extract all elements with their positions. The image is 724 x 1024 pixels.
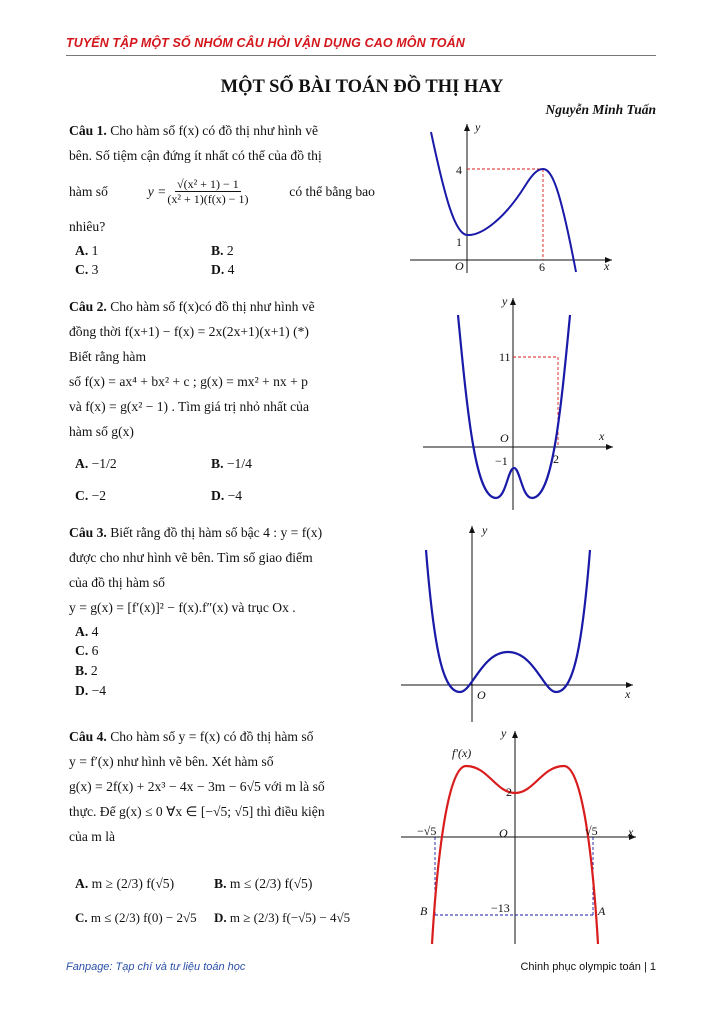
- q1-line4: nhiêu?: [69, 219, 106, 234]
- q3-option-a: A. 4: [75, 624, 99, 639]
- q4-option-a: A. m ≥ (2/3) f(√5): [75, 876, 175, 891]
- q4-point-a: A: [598, 904, 606, 918]
- question-2: [69, 294, 375, 444]
- q2-x-label: x: [599, 429, 605, 443]
- q1-tick-1: 1: [456, 235, 462, 249]
- q1-line3b: có thể bằng bao: [289, 183, 375, 199]
- q4-tick-minus-sqrt5: −√5: [417, 824, 437, 838]
- q3-label: Câu 3.: [69, 525, 107, 540]
- page-header: TUYỂN TẬP MỘT SỐ NHÓM CÂU HỎI VẬN DỤNG CAO MÔN TOÁN: [66, 36, 465, 50]
- q3-option-c: C. 6: [75, 643, 99, 658]
- q1-option-b: B. 2: [211, 243, 234, 258]
- q3-line3d: hàm: [126, 575, 150, 590]
- q4-y-arrow: [512, 731, 518, 738]
- q2-option-b: B. −1/4: [211, 456, 252, 471]
- q2-line3a: Biết: [69, 349, 92, 364]
- q3-x-label: x: [625, 687, 631, 701]
- q1-curve: [431, 132, 576, 272]
- q4-x-label: x: [628, 825, 634, 839]
- q4-line5: của m là: [69, 829, 116, 844]
- q3-line3c: thị: [108, 575, 123, 590]
- q3-line4: y = g(x) = [f′(x)]² − f(x).f″(x) và trục Ox .: [69, 600, 296, 615]
- q1-y-eq: y =: [147, 183, 167, 199]
- q2-line2: đồng thời f(x+1) − f(x) = 2x(2x+1)(x+1) (*): [69, 324, 309, 339]
- q2-origin-label: O: [500, 431, 509, 445]
- q1-line3a: hàm số: [69, 183, 108, 199]
- header-divider: [66, 55, 656, 56]
- footer-fanpage: Fanpage: Tạp chí và tư liệu toán học: [66, 961, 246, 973]
- q1-line2: bên. Số tiệm cận đứng ít nhất có thể của đồ thị: [69, 148, 322, 163]
- q4-origin-label: O: [499, 826, 508, 840]
- q3-line3e: số: [152, 575, 165, 590]
- q2-line4: số f(x) = ax⁴ + bx² + c ; g(x) = mx² + nx + p: [69, 374, 308, 389]
- q4-fprime-label: f′(x): [452, 746, 472, 760]
- q1-frac-num: √(x² + 1) − 1: [177, 176, 239, 191]
- q1-option-d: D. 4: [211, 262, 235, 277]
- q3-y-arrow: [469, 526, 475, 533]
- q3-line2: được cho như hình vẽ bên. Tìm số giao điểm: [69, 550, 313, 565]
- q4-tick-minus13: −13: [491, 901, 510, 915]
- q1-frac-den: (x² + 1)(f(x) − 1): [167, 191, 249, 206]
- q2-line3b: rằng: [95, 349, 120, 364]
- q1-label: Câu 1.: [69, 123, 107, 138]
- q1-option-c: C. 3: [75, 262, 99, 277]
- q4-line4: thực. Để g(x) ≤ 0 ∀x ∈ [−√5; √5] thì điều kiện: [69, 804, 325, 819]
- q4-option-c: C. m ≤ (2/3) f(0) − 2√5: [75, 910, 197, 925]
- q4-tick-2: 2: [506, 785, 512, 799]
- q4-option-d: D. m ≥ (2/3) f(−√5) − 4√5: [214, 910, 351, 925]
- q2-option-a: A. −1/2: [75, 456, 117, 471]
- q4-option-b: B. m ≤ (2/3) f(√5): [214, 876, 313, 891]
- q3-option-d: D. −4: [75, 683, 107, 698]
- q2-option-c: C. −2: [75, 488, 107, 503]
- q1-y-label: y: [475, 120, 481, 134]
- q2-tick-minus1: −1: [495, 454, 508, 468]
- q3-graph: [398, 520, 638, 725]
- q3-origin-label: O: [477, 688, 486, 702]
- q1-tick-6: 6: [539, 260, 545, 274]
- q3-line3a: của: [69, 575, 88, 590]
- q4-line2: y = f′(x) như hình vẽ bên. Xét hàm số: [69, 754, 274, 769]
- q3-y-label: y: [482, 523, 488, 537]
- q3-curve: [426, 550, 590, 692]
- q1-origin-label: O: [455, 259, 464, 273]
- page-title: MỘT SỐ BÀI TOÁN ĐỒ THỊ HAY: [220, 77, 504, 97]
- q2-tick-2: 2: [553, 452, 559, 466]
- q4-line1: Cho hàm số y = f(x) có đồ thị hàm số: [110, 729, 314, 744]
- q4-line3: g(x) = 2f(x) + 2x³ − 4x − 3m − 6√5 với m là số: [69, 779, 325, 794]
- q2-y-arrow: [510, 298, 516, 305]
- author-name: Nguyễn Minh Tuấn: [545, 102, 656, 117]
- q2-tick-11: 11: [499, 350, 511, 364]
- q2-graph: [418, 290, 618, 514]
- q3-line3b: đồ: [91, 575, 105, 590]
- q4-point-b: B: [420, 904, 428, 918]
- q1-option-a: A. 1: [75, 243, 99, 258]
- q1-y-arrow: [464, 124, 470, 131]
- q4-tick-sqrt5: √5: [585, 824, 598, 838]
- question-1: [69, 118, 375, 239]
- q4-label: Câu 4.: [69, 729, 107, 744]
- q1-x-label: x: [604, 259, 610, 273]
- q1-tick-4: 4: [456, 163, 462, 177]
- q2-option-d: D. −4: [211, 488, 243, 503]
- footer-page-number: Chinh phục olympic toán | 1: [520, 961, 656, 973]
- q2-line5: và f(x) = g(x² − 1) . Tìm giá trị nhỏ nhất của: [69, 399, 309, 414]
- q1-line1: Cho hàm số f(x) có đồ thị như hình vẽ: [110, 123, 319, 138]
- q2-line3c: hàm: [122, 349, 147, 364]
- q4-y-label: y: [501, 726, 507, 740]
- q4-graph: [398, 726, 638, 946]
- q2-x-arrow: [606, 444, 613, 450]
- q3-line1: Biết rằng đồ thị hàm số bậc 4 : y = f(x): [110, 525, 323, 540]
- question-3: [69, 520, 375, 620]
- q3-option-b: B. 2: [75, 663, 98, 678]
- q2-y-label: y: [502, 294, 508, 308]
- q1-graph: [400, 118, 620, 278]
- q2-line6: hàm số g(x): [69, 424, 134, 439]
- q2-label: Câu 2.: [69, 299, 107, 314]
- q2-curve: [458, 315, 570, 498]
- question-4: [69, 724, 375, 849]
- q1-fraction: [167, 177, 248, 206]
- q2-line1: Cho hàm số f(x)có đồ thị như hình vẽ: [110, 299, 315, 314]
